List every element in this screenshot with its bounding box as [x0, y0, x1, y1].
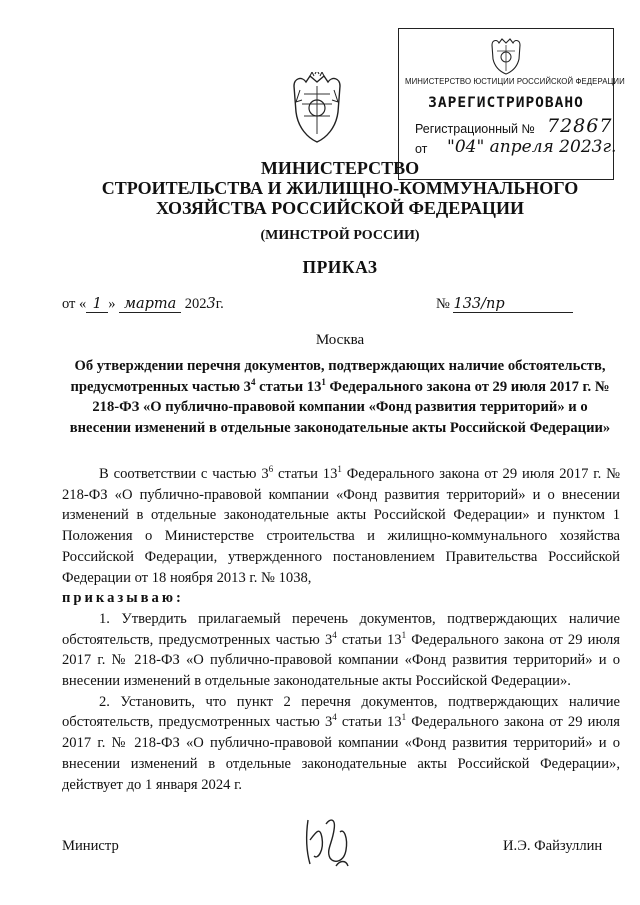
stamp-ministry-text: МИНИСТЕРСТВО ЮСТИЦИИ РОССИЙСКОЙ ФЕДЕРАЦИИ [405, 77, 625, 86]
order-date [62, 296, 224, 313]
ministry-title-line-1: МИНИСТЕРСТВО [260, 158, 420, 178]
preamble-sup-1: 6 [268, 464, 274, 475]
preamble-sup-2: 1 [337, 464, 342, 475]
date-year-suffix: 3 [206, 296, 216, 312]
item-2-part-b: статьи 13 [336, 714, 402, 731]
ministry-title-line-3: ХОЗЯЙСТВА РОССИЙСКОЙ ФЕДЕРАЦИИ [155, 198, 525, 218]
signatory-position: Министр [62, 838, 119, 854]
item-1-part-a: 1. Утвердить прилагаемый перечень документов, подтверждающих наличие обстоятельств, предусмотренных частью 3 [62, 610, 620, 648]
item-1-sup-a: 4 [332, 629, 337, 640]
order-word: приказываю: [62, 590, 184, 607]
item-1-part-c: Федерального закона от 29 июля 2017 г. № 218-ФЗ «О публично-правовой компании «Фонд развития территорий» и о внесении изменений в отдельные законодательные акты Российской Федерации». [62, 631, 620, 690]
item-2-sup-a: 4 [332, 712, 337, 723]
stamp-date-label: от [415, 142, 428, 156]
number-label: № [436, 296, 450, 312]
item-1-part-b: статьи 13 [336, 631, 402, 648]
stamp-reg-number: 72867 [547, 115, 613, 137]
number-value: 133/пр [453, 296, 573, 313]
date-year-prefix: 202 [184, 296, 207, 312]
date-mid: » [108, 296, 116, 312]
date-year-end: г. [215, 296, 224, 312]
stamp-date: "04" апреля 2023г. [447, 137, 617, 157]
title-sup-1: 4 [250, 376, 256, 387]
document-title [64, 356, 616, 438]
signatory-name: И.Э. Файзуллин [503, 838, 603, 854]
title-part-1: Об утверждении перечня документов, подтверждающих наличие обстоятельств, предусмотренных частью 3 [70, 358, 606, 395]
coat-of-arms-icon [286, 72, 348, 144]
document-body [62, 464, 620, 795]
item-2-paragraph [62, 692, 620, 796]
title-part-2: статьи 13 [255, 378, 322, 395]
handwritten-signature [300, 810, 358, 872]
item-2-part-c: Федерального закона от 29 июля 2017 г. № 218-ФЗ «О публично-правовой компании «Фонд развития территорий» и о внесении изменений в отдельные законодательные акты Российской Федерации», действует до 1 января 2024 г. [62, 714, 620, 793]
stamp-registered-text: ЗАРЕГИСТРИРОВАНО [428, 95, 584, 111]
stamp-emblem-icon [486, 35, 526, 75]
item-1-sup-b: 1 [401, 629, 407, 640]
preamble-paragraph [62, 464, 620, 609]
preamble-part-2: статьи 13 [273, 466, 338, 482]
date-prefix: от « [62, 296, 87, 312]
stamp-reg-number-label: Регистрационный № [415, 122, 535, 136]
item-2-sup-b: 1 [401, 712, 407, 723]
date-day: 1 [86, 296, 108, 313]
ministry-short-name: (МИНСТРОЙ РОССИИ) [260, 228, 420, 243]
title-part-3: Федерального закона от 29 июля 2017 г. № 218-ФЗ «О публично-правовой компании «Фонд развития территорий» и о внесении изменений в отдельные законодательные акты Российской Федерации» [69, 378, 611, 436]
date-month: марта [119, 296, 181, 313]
preamble-part-3: Федерального закона от 29 июля 2017 г. № 218-ФЗ «О публично-правовой компании «Фонд развития территорий» и о внесении изменений в отдельные законодательные акты Российской Федерации» и пунктом 1 Положения о Министерстве строительства и жилищно-коммунального хозяйства Российской Федерации, утвержденного постановлением Правительства Российской Федерации от 18 ноября 2013 г. № 1038, [62, 466, 621, 586]
order-number [436, 296, 573, 313]
item-2-part-a: 2. Установить, что пункт 2 перечня документов, подтверждающих наличие обстоятельств, предусмотренных частью 3 [62, 693, 620, 731]
preamble-part-1: В соответствии с частью 3 [99, 466, 269, 482]
document-type: ПРИКАЗ [302, 257, 378, 277]
title-sup-2: 1 [321, 376, 326, 387]
ministry-title-line-2: СТРОИТЕЛЬСТВА И ЖИЛИЩНО-КОММУНАЛЬНОГО [101, 178, 579, 198]
city: Москва [315, 332, 365, 348]
item-1-paragraph [62, 609, 620, 692]
